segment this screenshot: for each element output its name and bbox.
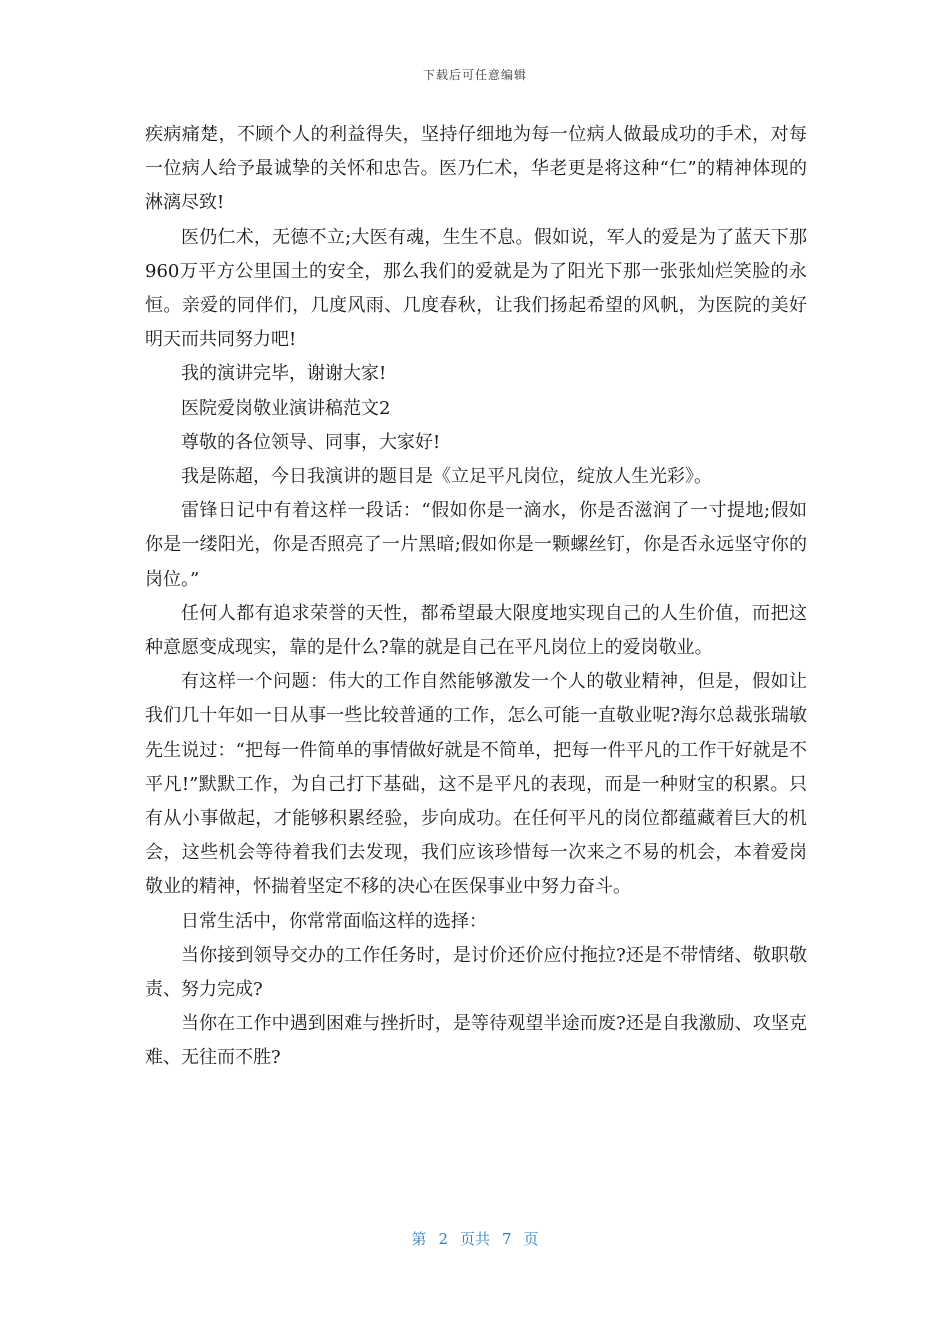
paragraph: 有这样一个问题：伟大的工作自然能够激发一个人的敬业精神，但是，假如让我们几十年如一日从事一些比较普通的工作，怎么可能一直敬业呢?海尔总裁张瑞敏先生说过：“把每一件简单的事情做好就是不简单，把每一件平凡的工作干好就是不平凡!”默默工作，为自己打下基础，这不是平凡的表现，而是一种财宝的积累。只有从小事做起，才能够积累经验，步向成功。在任何平凡的岗位都蕴藏着巨大的机会，这些机会等待着我们去发现，我们应该珍惜每一次来之不易的机会，本着爱岗敬业的精神，怀揣着坚定不移的决心在医保事业中努力奋斗。 [145, 671, 807, 898]
paragraph: 雷锋日记中有着这样一段话：“假如你是一滴水，你是否滋润了一寸提地;假如你是一缕阳光，你是否照亮了一片黑暗;假如你是一颗螺丝钉，你是否永远坚守你的岗位。” [145, 500, 807, 590]
page-label-prefix: 第 [411, 1230, 427, 1248]
paragraph: 医仍仁术，无德不立;大医有魂，生生不息。假如说，军人的爱是为了蓝天下那960万平方公里国土的安全，那么我们的爱就是为了阳光下那一张张灿烂笑脸的永恒。亲爱的同伴们，几度风雨、几度春秋，让我们扬起希望的风帆，为医院的美好明天而共同努力吧! [145, 226, 807, 351]
page-label-mid: 页共 [459, 1230, 490, 1248]
current-page-number: 2 [438, 1230, 448, 1248]
page-footer [0, 1228, 950, 1249]
paragraph: 我的演讲完毕，谢谢大家! [181, 363, 387, 385]
paragraph: 当你在工作中遇到困难与挫折时，是等待观望半途而废?还是自我激励、攻坚克难、无往而不胜? [145, 1013, 807, 1069]
document-body [145, 118, 807, 1076]
total-page-number: 7 [502, 1230, 512, 1248]
paragraph: 尊敬的各位领导、同事，大家好! [181, 431, 441, 453]
page-header: 下载后可任意编辑 [422, 68, 527, 82]
paragraph: 我是陈超，今日我演讲的题目是《立足平凡岗位，绽放人生光彩》。 [181, 466, 712, 488]
paragraph: 疾病痛楚，不顾个人的利益得失，坚持仔细地为每一位病人做最成功的手术，对每一位病人给予最诚挚的关怀和忠告。医乃仁术，华老更是将这种“仁”的精神体现的淋漓尽致! [145, 124, 807, 214]
paragraph: 任何人都有追求荣誉的天性，都希望最大限度地实现自己的人生价值，而把这种意愿变成现实，靠的是什么?靠的就是自己在平凡岗位上的爱岗敬业。 [145, 602, 807, 659]
page-label-suffix: 页 [523, 1230, 539, 1248]
section-title: 医院爱岗敬业演讲稿范文2 [181, 397, 391, 419]
paragraph: 当你接到领导交办的工作任务时，是讨价还价应付拖拉?还是不带情绪、敬职敬责、努力完成? [145, 944, 807, 1001]
paragraph: 日常生活中，你常常面临这样的选择： [181, 910, 487, 932]
